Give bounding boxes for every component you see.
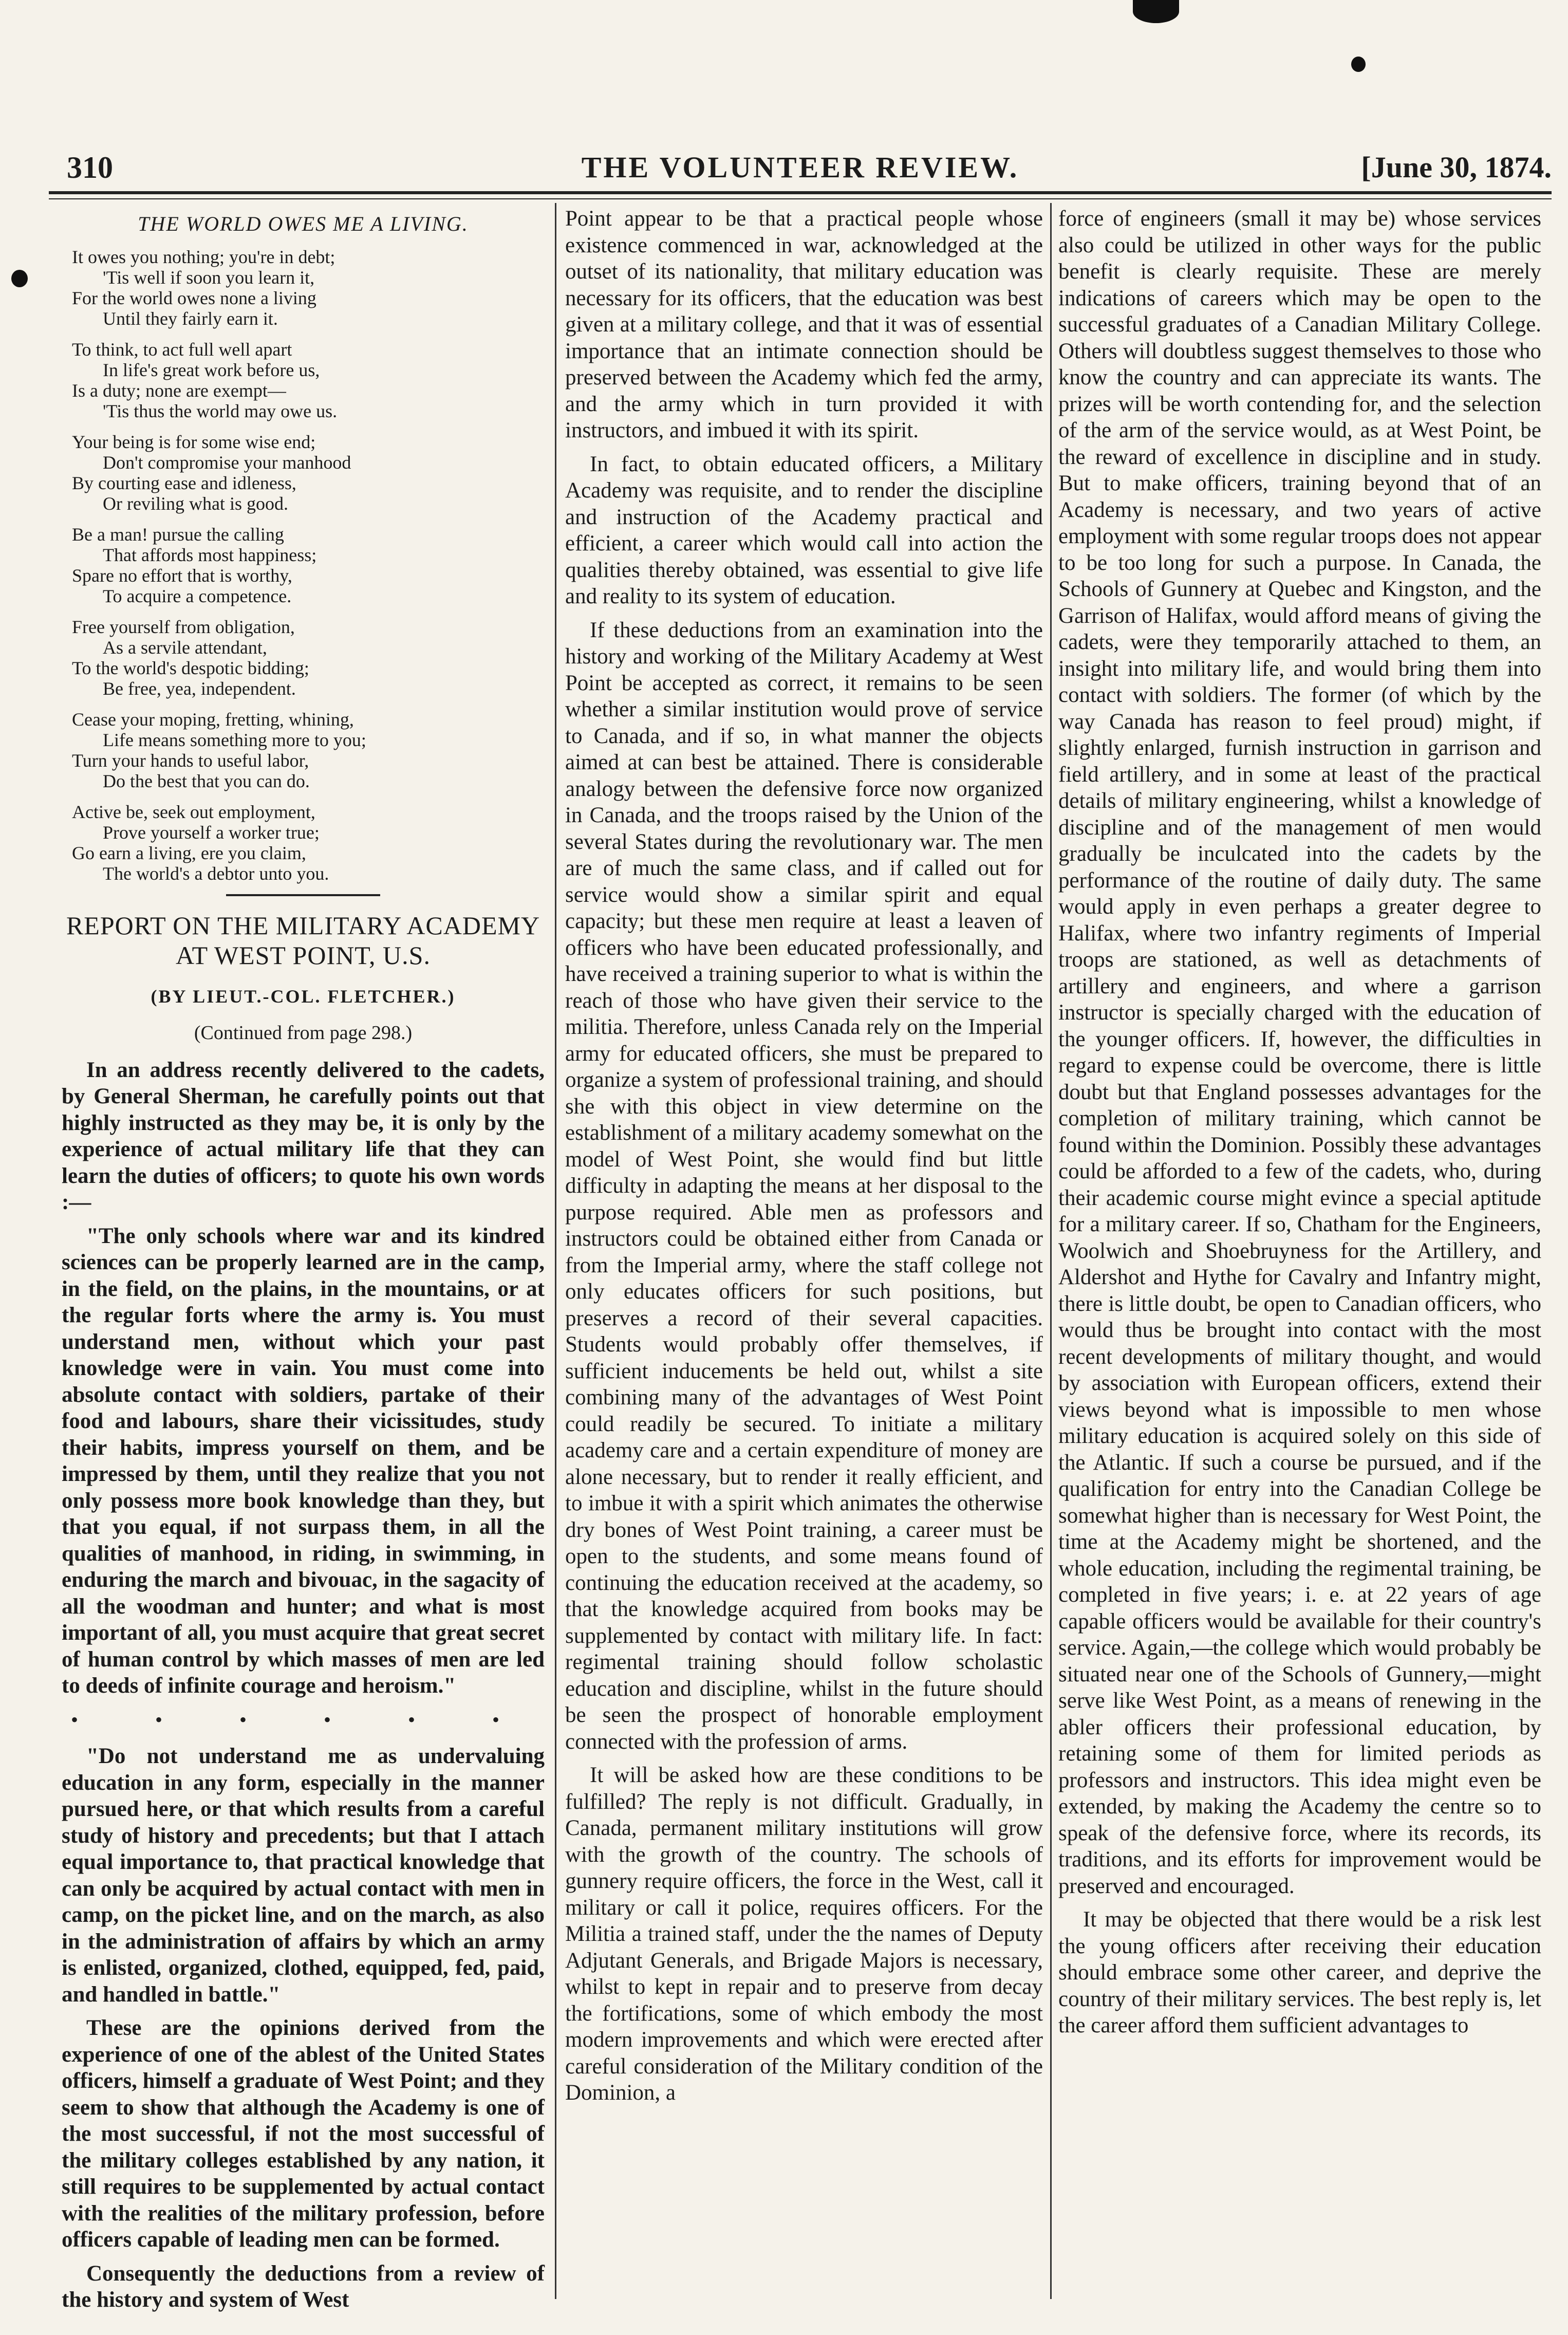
poem-line: Active be, seek out employment,	[72, 801, 315, 822]
poem-line: Spare no effort that is worthy,	[72, 565, 292, 586]
poem-line: It owes you nothing; you're in debt;	[72, 246, 335, 267]
column-divider	[555, 203, 556, 2299]
poem-line: Life means something more to you;	[103, 729, 366, 750]
poem-stanza	[72, 247, 545, 329]
poem-line: To the world's despotic bidding;	[72, 657, 309, 678]
ink-dot	[11, 270, 28, 287]
poem-line: Turn your hands to useful labor,	[72, 750, 309, 771]
ink-dot	[1351, 57, 1366, 72]
issue-date: [June 30, 1874.	[1361, 151, 1552, 184]
poem-line: That affords most happiness;	[103, 544, 317, 565]
ink-blot	[1133, 0, 1179, 23]
poem-line: Until they fairly earn it.	[103, 308, 278, 329]
continued-note: (Continued from page 298.)	[194, 1022, 413, 1044]
poem-line: Free yourself from obligation,	[72, 616, 295, 637]
poem-line: Do the best that you can do.	[103, 770, 310, 791]
poem-line: Or reviling what is good.	[103, 493, 288, 514]
page-header	[49, 150, 1552, 191]
poem-line: 'Tis thus the world may owe us.	[103, 400, 338, 421]
poem-line: 'Tis well if soon you learn it,	[103, 267, 315, 288]
poem-line: Go earn a living, ere you claim,	[72, 842, 306, 863]
header-rule-thin	[49, 198, 1552, 199]
column-2	[565, 206, 1043, 2297]
poem-stanza	[72, 339, 545, 421]
poem-line: By courting ease and idleness,	[72, 472, 296, 493]
paragraph: Consequently the deductions from a review of the history and system of West	[62, 2261, 545, 2312]
header-rule-thick	[49, 191, 1552, 194]
poem-line: Cease your moping, fretting, whining,	[72, 709, 354, 730]
paragraph: force of engineers (small it may be) whose services also could be utilized in other ways for the public benefit is clearly requisite. These are merely indications of careers which may be open to the successful graduates of a Canadian Military College. Others will doubtless suggest themselves to those who know the country and can appreciate its wants. The prizes will be worth contending for, and the selection of the arm of the service would, as at West Point, be the reward of excellence in discipline and in study. But to make officers, training beyond that of an Academy is necessary, and two years of active employment with some regular troops does not appear to be too long for such a purpose. In Canada, the Schools of Gunnery at Quebec and Kingston, and the Garrison of Halifax, would afford means of giving the cadets, were they temporarily attached to them, an insight into military life, and would bring them into contact with soldiers. The former (of which by the way Canada has reason to feel proud) might, if slightly enlarged, furnish instruction in garrison and field artillery, and in some at least of the practical details of military engineering, whilst a knowledge of discipline and of the management of men would gradually be inculcated into the cadets by the performance of the routine of daily duty. The same would apply in even perhaps a greater degree to Halifax, where two infantry regiments of Imperial troops are stationed, as well as detachments of artillery and engineers, and where a garrison instructor is specially charged with the education of the younger officers. If, however, the difficulties in regard to expense could be overcome, there is little doubt but that England possesses advantages for the completion of military training, which cannot be found within the Dominion. Possibly these advantages could be afforded to a few of the cadets, who, during their academic course might evince a special aptitude for a military career. If so, Chatham for the Engineers, Woolwich and Shoebruyness for the Artillery, and Aldershot and Hythe for Cavalry and Infantry might, there is little doubt, be open to Canadian officers, who would thus be brought into contact with the most recent developments of military thought, and would by association with European officers, extend their views beyond what is impossible to men whose military education is acquired solely on this side of the Atlantic. If such a course be pursued, and if the qualification for entry into the Canadian College be somewhat higher than is necessary for West Point, the time at the Academy might be shortened, and the whole education, including the regimental training, be completed in five years; i. e. at 22 years of age capable officers would be available for their country's service. Again,—the college which would probably be situated near one of the Schools of Gunnery,—might serve like West Point, as a means of renewing in the abler officers their professional education, by retaining some of them for limited periods as professors and instructors. This idea might even be extended, by making the Academy the centre so to speak of the defensive force, where its records, its traditions, and its efforts for improvement would be preserved and encouraged.	[1058, 207, 1541, 1898]
paragraph: "Do not understand me as undervaluing education in any form, especially in the manner pursued here, or that which results from a careful study of history and precedents; but that I attach equal importance to, that practical knowledge that can only be acquired by actual contact with men in camp, on the picket line, and on the march, as also in the administration of affairs by which an army is enlisted, organized, clothed, equipped, fed, paid, and handled in battle."	[62, 1744, 545, 2007]
paragraph: It will be asked how are these conditions to be fulfilled? The reply is not difficult. Gradually, in Canada, permanent military institutions will grow with the growth of the country. The schools of gunnery require officers, the force in the West, call it military or call it police, requires officers. For the Militia a trained staff, under the the names of Deputy Adjutant Generals, and Brigade Majors is necessary, whilst to kept in repair and to preserve from decay the fortifications, some of which embody the most modern improvements and which were erected after careful consideration of the Military condition of the Dominion, a	[565, 1763, 1043, 2105]
poem-line: Don't compromise your manhood	[103, 452, 351, 473]
article-byline: (BY LIEUT.-COL. FLETCHER.)	[151, 986, 456, 1007]
poem-line: To think, to act full well apart	[72, 339, 292, 360]
page-number: 310	[67, 151, 113, 184]
poem-stanza	[72, 617, 545, 699]
poem-line: The world's a debtor unto you.	[103, 863, 329, 884]
poem-line: Your being is for some wise end;	[72, 431, 316, 452]
column-divider	[1050, 203, 1052, 2299]
separator-rule	[226, 894, 380, 896]
paragraph: If these deductions from an examination into the history and working of the Military Academy at West Point be accepted as correct, it remains to be seen whether a similar institution would prove of service to Canada, and if so, in what manner the objects aimed at can best be attained. There is considerable analogy between the defensive force now organized in Canada, and the troops raised by the Union of the several States during the revolutionary war. The men are of much the same class, and if called out for service would show a similar spirit and equal capacity; but these men require at least a leaven of officers who have been educated professionally, and have received a training superior to what is within the reach of those who have given their service to the militia. Therefore, unless Canada rely on the Imperial army for educated officers, she must be prepared to organize a system of professional training, and should she with this object in view determine on the establishment of a military academy somewhat on the model of West Point, she would find but little difficulty in adapting the means at her disposal to the purpose required. Able men as professors and instructors could be obtained either from Canada or from the Imperial army, where the staff college not only educates officers for such positions, but preserves a record of their several capacities. Students would probably offer themselves, if sufficient inducements be held out, whilst a site combining many of the advantages of West Point could readily be secured. To initiate a military academy care and a certain expenditure of money are alone necessary, but to render it really efficient, and to imbue it with a spirit which animates the otherwise dry bones of West Point training, a career must be open to the students, and some means found of continuing the education received at the academy, so that the knowledge acquired from books may be supplemented by contact with military life. In fact: regimental training should follow scholastic education and discipline, whilst in the future should be seen the prospect of honorable employment connected with the profession of arms.	[565, 618, 1043, 1754]
column-1	[62, 206, 545, 2312]
poem-line: For the world owes none a living	[72, 287, 316, 308]
paragraph: These are the opinions derived from the experience of one of the ablest of the United States officers, himself a graduate of West Point; and they seem to show that although the Academy is one of the most successful, if not the most successful of the military colleges established by any nation, it still requires to be supplemented by actual contact with the realities of the military profession, before officers capable of leading men can be formed.	[62, 2016, 545, 2252]
paragraph: In an address recently delivered to the cadets, by General Sherman, he carefully points out that highly instructed as they may be, it is only by the experience of actual military life that they can learn the duties of officers; to quote his own words :—	[62, 1058, 545, 1214]
publication-title: THE VOLUNTEER REVIEW.	[581, 151, 1019, 184]
poem	[62, 247, 545, 884]
poem-line: Be a man! pursue the calling	[72, 524, 284, 545]
poem-title: THE WORLD OWES ME A LIVING.	[138, 212, 469, 235]
paragraph: Point appear to be that a practical people whose existence commenced in war, acknowledged at the outset of its nationality, that military education was necessary for its officers, that the education was best given at a military college, and that it was of essential importance that an intimate connection should be preserved between the Academy which fed the army, and the army which in turn provided it with instructors, and imbued it with its spirit.	[565, 207, 1043, 442]
poem-stanza	[72, 432, 545, 514]
poem-line: As a servile attendant,	[103, 637, 267, 658]
paragraph: "The only schools where war and its kindred sciences can be properly learned are in the camp, in the field, on the plains, in the mountains, or at the regular forts where the army is. You must understand men, without which your past knowledge were in vain. You must come into absolute contact with soldiers, partake of their food and labours, share their vicissitudes, study their habits, impress yourself on them, and be impressed by them, until they realize that you not only possess more book knowledge than they, but that you equal, if not surpass them, in all the qualities of manhood, in riding, in swimming, in enduring the march and bivouac, in the sagacity of all the woodman and hunter; and what is most important of all, you must acquire that great secret of human control by which masses of men are led to deeds of infinite courage and heroism."	[62, 1224, 545, 1698]
poem-line: In life's great work before us,	[103, 359, 320, 380]
ellipsis-dots: • • • • • •	[70, 1708, 536, 1731]
column-3	[1058, 206, 1541, 2297]
poem-line: Prove yourself a worker true;	[103, 822, 320, 843]
paragraph: It may be objected that there would be a risk lest the young officers after receiving their education should embrace some other career, and deprive the country of their military services. The best reply is, let the career afford them sufficient advantages to	[1058, 1907, 1541, 2037]
article-headline: REPORT ON THE MILITARY ACADEMY AT WEST POINT, U.S.	[66, 911, 540, 970]
poem-line: Is a duty; none are exempt—	[72, 380, 286, 401]
poem-stanza	[72, 709, 545, 791]
poem-stanza	[72, 802, 545, 884]
poem-stanza	[72, 524, 545, 606]
paragraph: In fact, to obtain educated officers, a Military Academy was requisite, and to render the discipline and instruction of the Academy practical and efficient, a career which would call into action the qualities thereby obtained, was essential to give life and reality to its system of education.	[565, 452, 1043, 608]
poem-line: To acquire a competence.	[103, 585, 292, 606]
poem-line: Be free, yea, independent.	[103, 678, 296, 699]
